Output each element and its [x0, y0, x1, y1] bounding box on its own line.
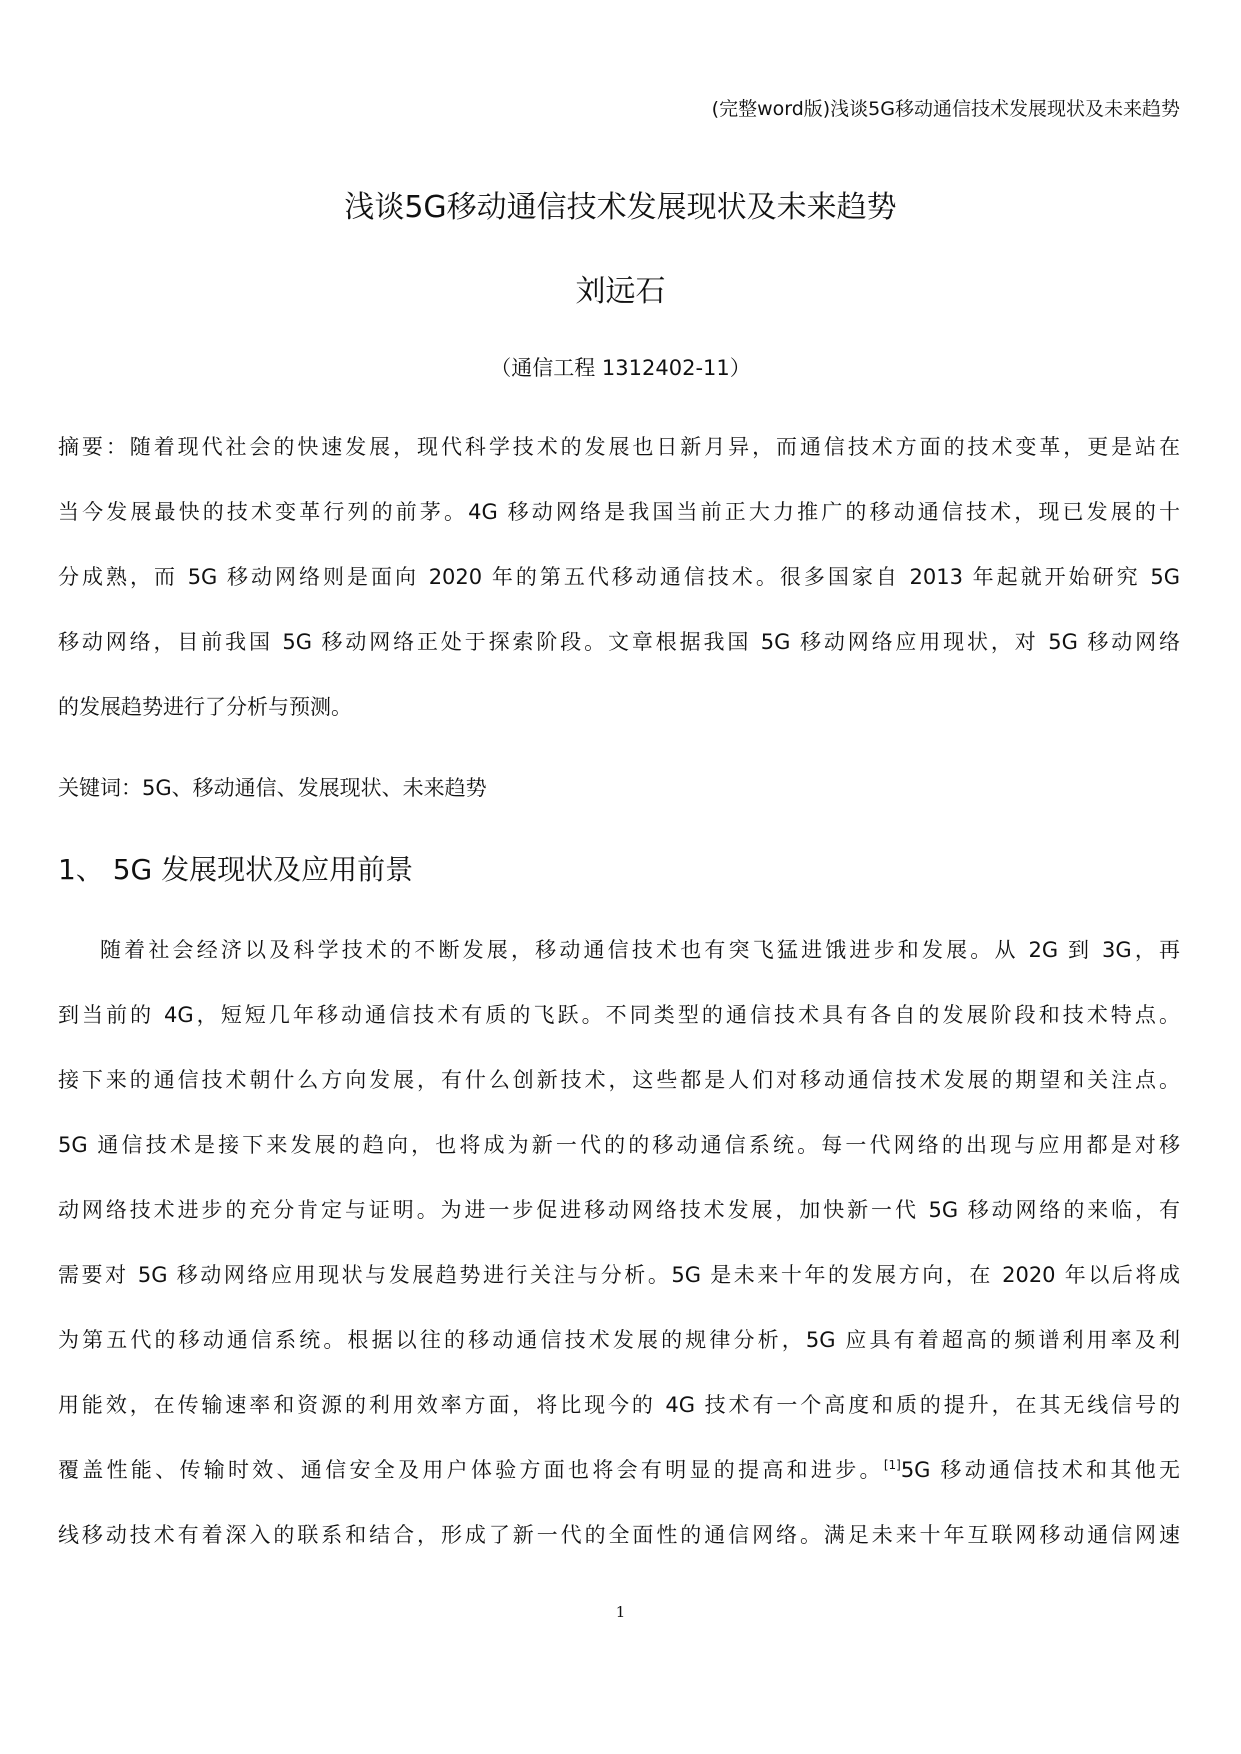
- abstract: [58, 415, 1180, 740]
- document-title: 浅谈5G移动通信技术发展现状及未来趋势: [344, 190, 897, 225]
- body-line: 线移动技术有着深入的联系和结合，形成了新一代的全面性的通信网络。满足未来十年互联网移动通信网速: [58, 1523, 1180, 1547]
- section-heading: 1、 5G 发展现状及应用前景: [58, 853, 414, 886]
- citation-reference[interactable]: [1]: [883, 1458, 901, 1472]
- body-text: 覆盖性能、传输时效、通信安全及用户体验方面也将会有明显的提高和进步。: [58, 1458, 884, 1482]
- page-number: 1: [615, 1603, 626, 1621]
- body-line: 动网络技术进步的充分肯定与证明。为进一步促进移动网络技术发展，加快新一代 5G 移动网络的来临，有: [58, 1198, 1180, 1222]
- abstract-line: 分成熟，而 5G 移动网络则是面向 2020 年的第五代移动通信技术。很多国家自 2013 年起就开始研究 5G: [58, 565, 1180, 589]
- body-line: 随着社会经济以及科学技术的不断发展，移动通信技术也有突飞猛进饿进步和发展。从 2G 到 3G，再: [100, 938, 1180, 962]
- page-header: (完整word版)浅谈5G移动通信技术发展现状及未来趋势: [711, 98, 1180, 120]
- body-line: 用能效，在传输速率和资源的利用效率方面，将比现今的 4G 技术有一个高度和质的提升，在其无线信号的: [58, 1393, 1180, 1417]
- author-name: 刘远石: [575, 274, 666, 309]
- author-affiliation: （通信工程 1312402-11）: [490, 356, 751, 380]
- abstract-line: 移动网络，目前我国 5G 移动网络正处于探索阶段。文章根据我国 5G 移动网络应用现状，对 5G 移动网络: [58, 630, 1180, 654]
- body-line: 5G 通信技术是接下来发展的趋向，也将成为新一代的的移动通信系统。每一代网络的出现与应用都是对移: [58, 1133, 1180, 1157]
- body-line: 为第五代的移动通信系统。根据以往的移动通信技术发展的规律分析，5G 应具有着超高的频谱利用率及利: [58, 1328, 1180, 1352]
- body-line: 到当前的 4G，短短几年移动通信技术有质的飞跃。不同类型的通信技术具有各自的发展阶段和技术特点。: [58, 1003, 1180, 1027]
- abstract-line: 当今发展最快的技术变革行列的前茅。4G 移动网络是我国当前正大力推广的移动通信技术，现已发展的十: [58, 500, 1180, 524]
- body-paragraph: [58, 918, 1180, 1568]
- body-text: 5G 移动通信技术和其他无: [900, 1458, 1180, 1482]
- abstract-line: 摘要：随着现代社会的快速发展，现代科学技术的发展也日新月异，而通信技术方面的技术变革，更是站在: [58, 435, 1180, 459]
- body-line: 需要对 5G 移动网络应用现状与发展趋势进行关注与分析。5G 是未来十年的发展方向，在 2020 年以后将成: [58, 1263, 1180, 1287]
- body-line: 接下来的通信技术朝什么方向发展，有什么创新技术，这些都是人们对移动通信技术发展的期望和关注点。: [58, 1068, 1180, 1092]
- keywords: [58, 756, 1180, 821]
- keywords-line: 关键词：5G、移动通信、发展现状、未来趋势: [58, 776, 487, 800]
- body-line: [58, 1438, 1180, 1503]
- abstract-line: 的发展趋势进行了分析与预测。: [58, 695, 352, 719]
